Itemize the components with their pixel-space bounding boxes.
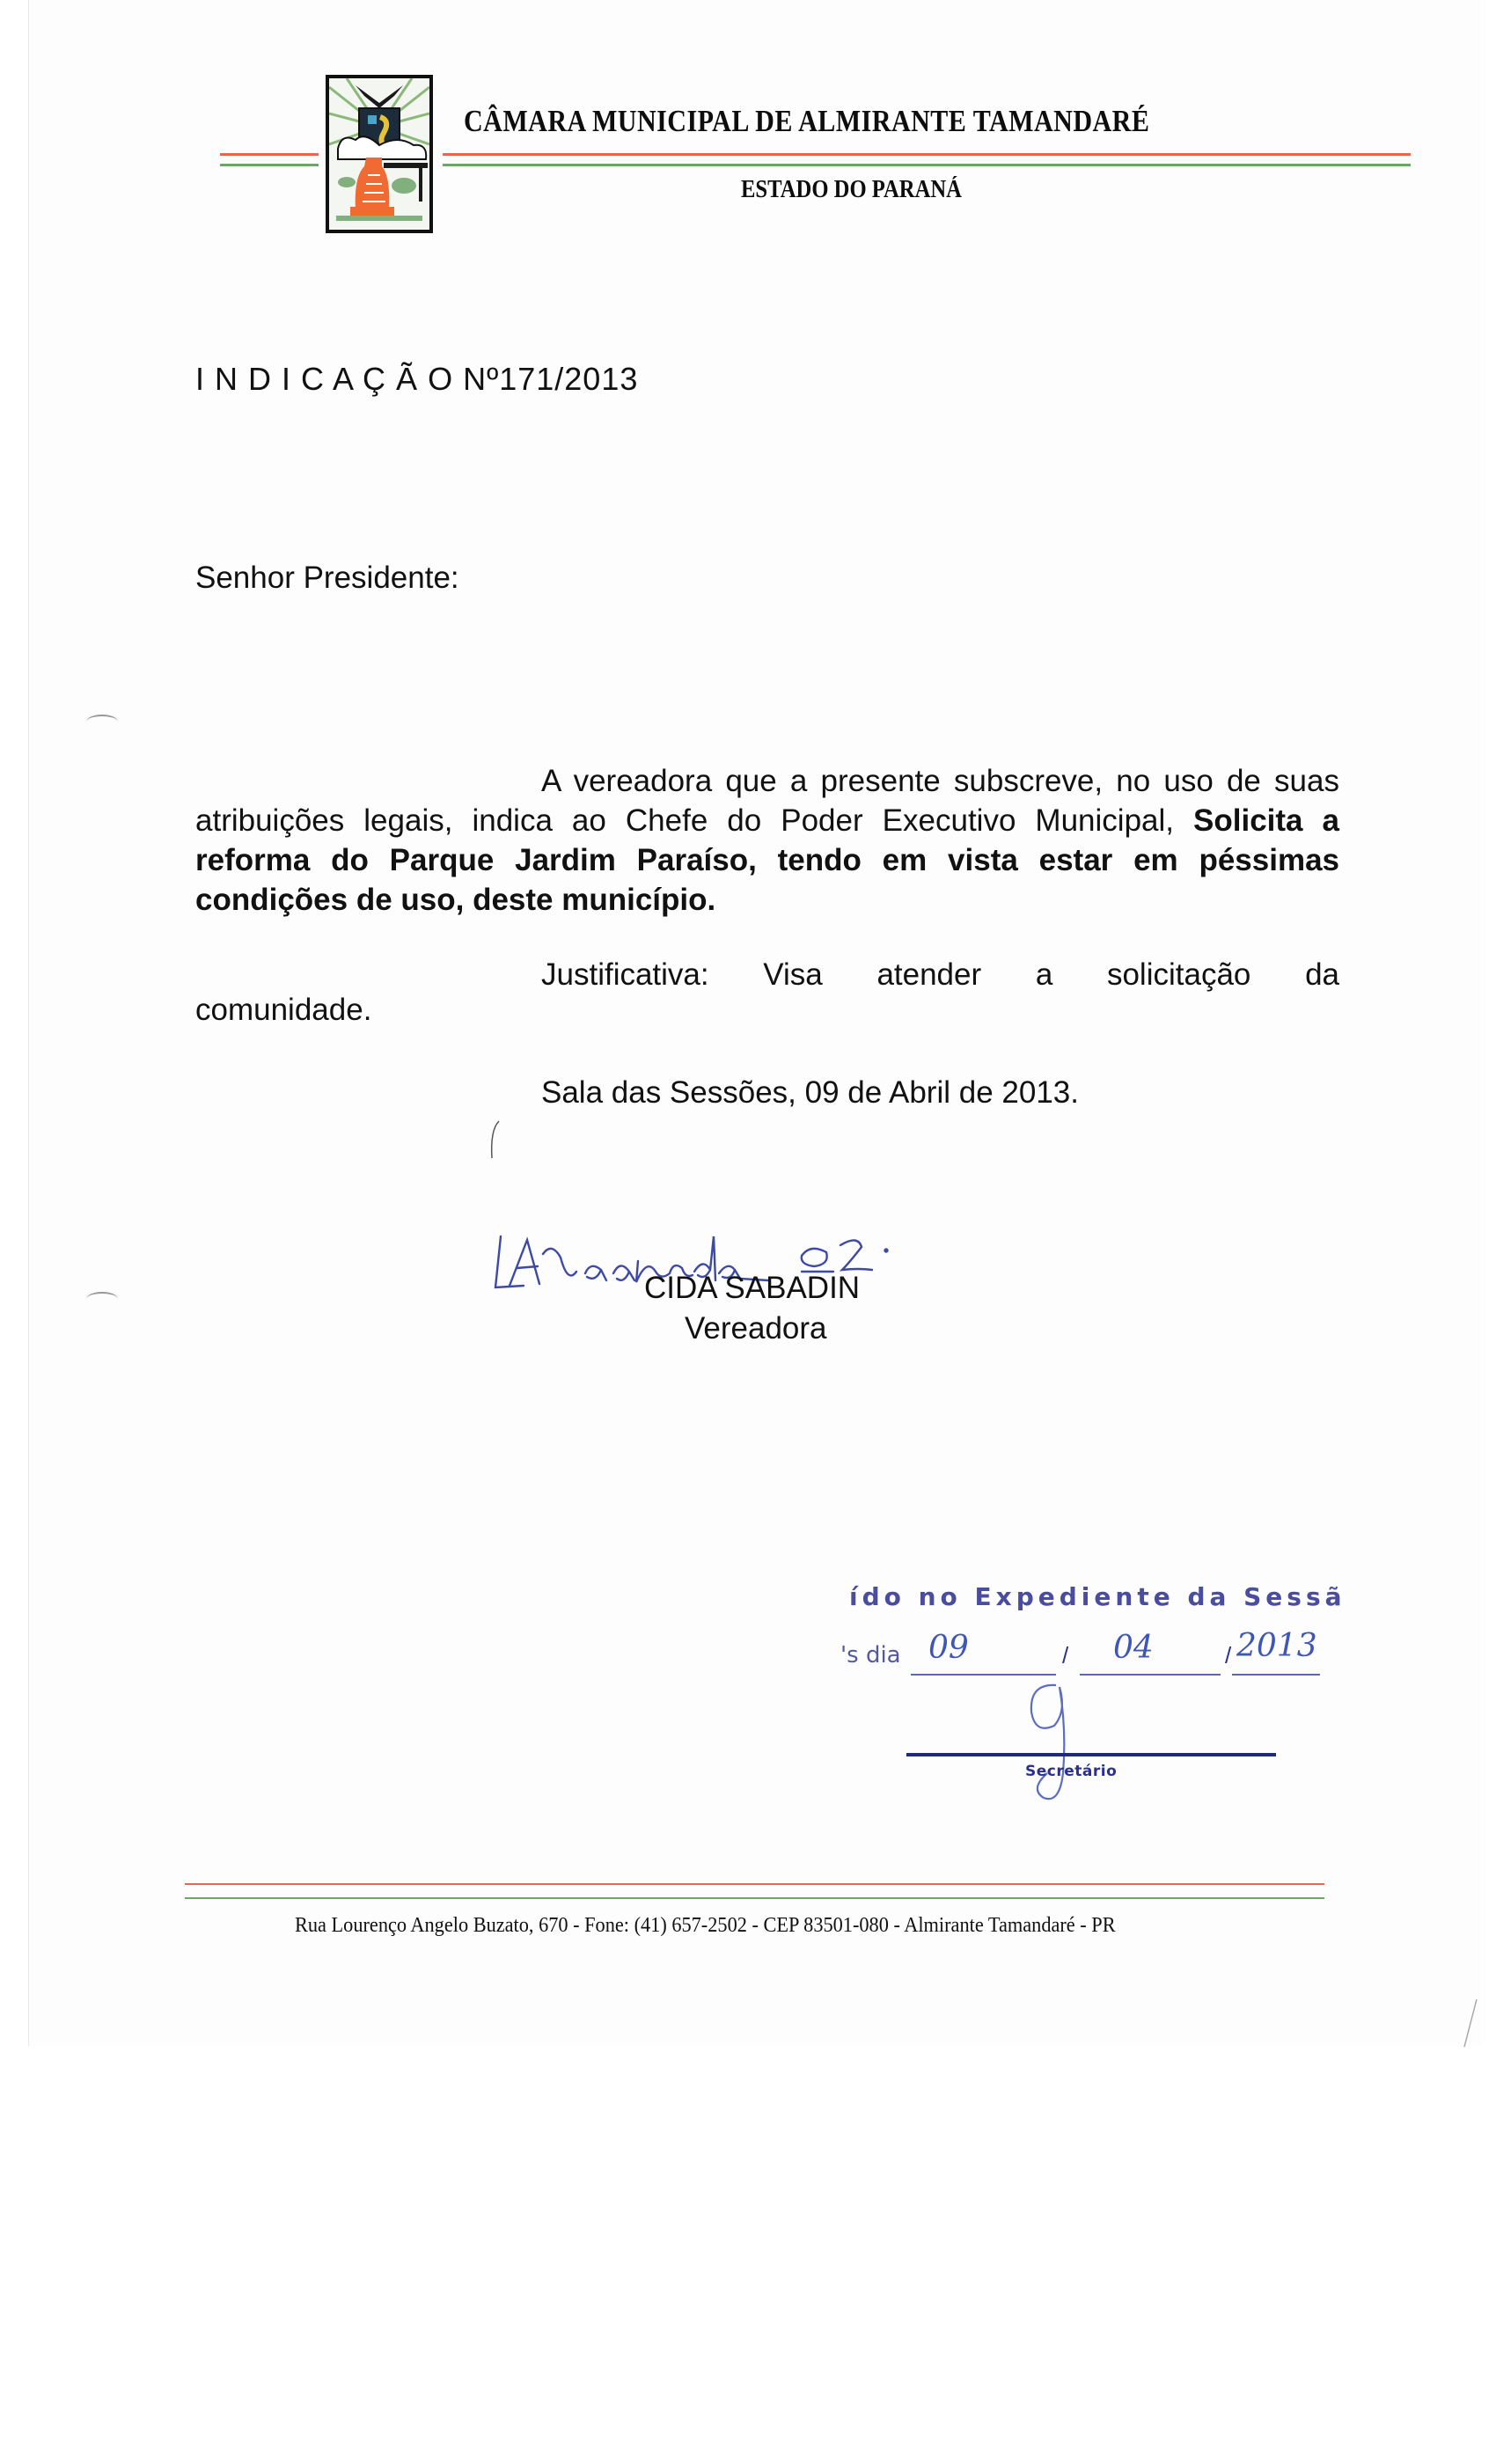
secretary-label: Secretário bbox=[1025, 1763, 1118, 1780]
place-and-date: Sala das Sessões, 09 de Abril de 2013. bbox=[541, 1075, 1079, 1110]
institution-name: CÂMARA MUNICIPAL DE ALMIRANTE TAMANDARÉ bbox=[464, 104, 1150, 138]
month-field-line bbox=[1080, 1674, 1221, 1676]
justification-end: comunidade. bbox=[195, 993, 372, 1027]
footer-address: Rua Lourenço Angelo Buzato, 670 - Fone: (41) 657-2502 - CEP 83501-080 - Almirante Tamandaré - PR bbox=[295, 1914, 1116, 1937]
justification-word: solicitação bbox=[1106, 957, 1251, 992]
paragraph-request-bold: Solicita a reforma do Parque Jardim Paraíso, tendo em vista estar em péssimas condições de uso, deste município. bbox=[195, 803, 1339, 917]
pen-mark bbox=[487, 1118, 504, 1162]
header-red-rule-left bbox=[220, 153, 319, 156]
receipt-day: 09 bbox=[928, 1630, 969, 1666]
salutation: Senhor Presidente: bbox=[195, 561, 459, 595]
justification-word: a bbox=[1035, 957, 1053, 992]
receipt-year: 2013 bbox=[1236, 1628, 1317, 1664]
state-name: ESTADO DO PARANÁ bbox=[741, 176, 962, 203]
paragraph-text: A vereadora que a presente subscreve, no uso de suas atribuições legais, indica ao Chefe do Poder Executivo Municipal, bbox=[195, 764, 1339, 838]
receipt-stamp-header: ído no Expediente da Sessã bbox=[849, 1582, 1346, 1611]
signer-name: CIDA SABADIN bbox=[644, 1271, 861, 1305]
header-red-rule bbox=[443, 153, 1411, 156]
document-title: I N D I C A Ç Ã O Nº171/2013 bbox=[195, 361, 639, 397]
body-paragraph bbox=[195, 761, 1339, 920]
receipt-month: 04 bbox=[1113, 1630, 1154, 1666]
header-green-rule bbox=[443, 164, 1411, 166]
header-green-rule-left bbox=[220, 164, 319, 166]
receipt-stamp-day-label: 's dia bbox=[840, 1642, 901, 1668]
secretary-signature-line bbox=[906, 1753, 1276, 1756]
footer-red-rule bbox=[185, 1883, 1324, 1885]
justification-word: Justificativa: bbox=[541, 957, 709, 992]
justification-line bbox=[541, 957, 1339, 993]
day-field-line bbox=[911, 1674, 1056, 1676]
signer-role: Vereadora bbox=[685, 1311, 827, 1346]
justification-word: da bbox=[1305, 957, 1339, 992]
page-fold-mark bbox=[1461, 1998, 1478, 2050]
punch-hole-mark bbox=[86, 1292, 118, 1306]
secretary-initial-signature bbox=[1021, 1676, 1082, 1808]
date-separator: / bbox=[1225, 1642, 1232, 1668]
date-separator: / bbox=[1062, 1642, 1069, 1668]
justification-word: atender bbox=[876, 957, 982, 992]
coat-of-arms-logo-icon bbox=[326, 75, 433, 233]
year-field-line bbox=[1232, 1674, 1320, 1676]
justification-word: Visa bbox=[763, 957, 823, 992]
footer-green-rule bbox=[185, 1897, 1324, 1899]
punch-hole-mark bbox=[86, 715, 118, 729]
